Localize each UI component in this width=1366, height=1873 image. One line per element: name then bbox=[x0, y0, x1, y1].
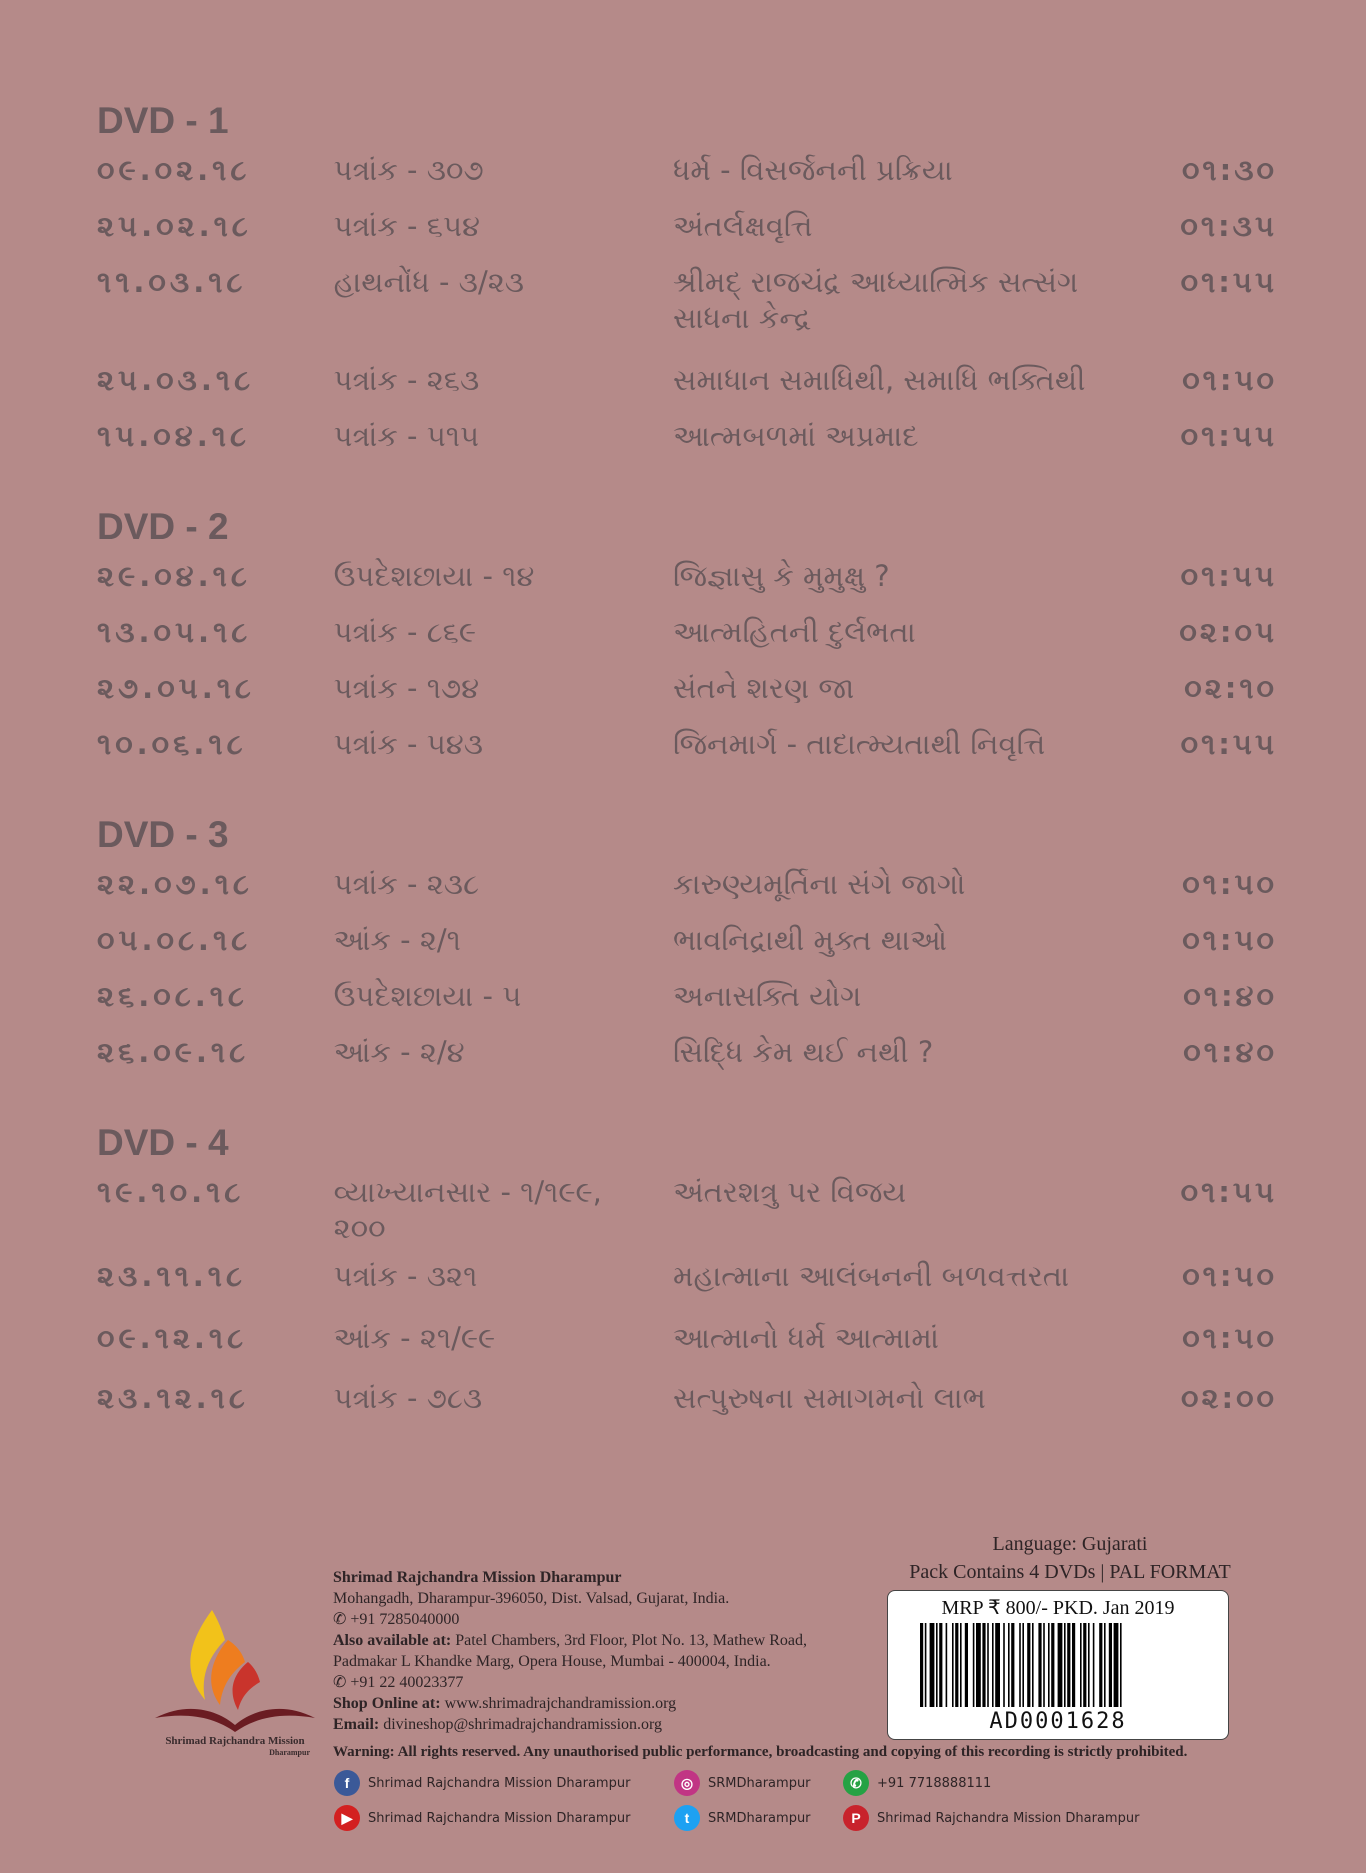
barcode-bar bbox=[1032, 1623, 1034, 1707]
barcode-bar bbox=[1019, 1623, 1021, 1707]
shop-link[interactable]: www.shrimadrajchandramission.org bbox=[444, 1695, 677, 1712]
dvd-track-list bbox=[97, 96, 1277, 1464]
barcode-bar bbox=[1088, 1623, 1090, 1707]
track-date: ૧૦.૦૬.૧૮ bbox=[97, 727, 247, 761]
track-duration: ૦૨:૧૦ bbox=[1184, 671, 1277, 705]
track-date: ૨૩.૧૨.૧૮ bbox=[97, 1381, 249, 1415]
instagram-icon: ◎ bbox=[674, 1770, 700, 1796]
barcode-bar bbox=[925, 1623, 927, 1707]
dvd-title: DVD - 3 bbox=[97, 814, 229, 855]
barcode-bar bbox=[1064, 1623, 1066, 1707]
track-row bbox=[97, 1320, 1277, 1380]
track-ref: પત્રાંક - ૩૨૧ bbox=[333, 1259, 478, 1293]
barcode-bar bbox=[987, 1623, 989, 1707]
track-date: ૨૭.૦૫.૧૮ bbox=[97, 671, 255, 705]
track-duration: ૦૧:૪૦ bbox=[1183, 979, 1277, 1013]
track-title: જિનમાર્ગ - તાદાત્મ્યતાથી નિવૃત્તિ bbox=[673, 727, 1046, 761]
track-title: અંતરશત્રુ પર વિજય bbox=[673, 1175, 907, 1209]
track-date: ૨૯.૦૪.૧૮ bbox=[97, 559, 251, 593]
track-ref: પત્રાંક - ૬૫૪ bbox=[333, 209, 481, 243]
phone-line-2 bbox=[333, 1672, 893, 1693]
track-duration: ૦૧:૫૫ bbox=[1180, 559, 1277, 593]
track-row bbox=[97, 264, 1277, 362]
track-row bbox=[97, 1380, 1277, 1436]
track-row bbox=[97, 152, 1277, 208]
track-row bbox=[97, 558, 1277, 614]
track-row bbox=[97, 1174, 1277, 1258]
address-line-1: Mohangadh, Dharampur-396050, Dist. Valsad, Gujarat, India. bbox=[333, 1590, 730, 1607]
track-ref: ઉપદેશછાયા - ૧૪ bbox=[333, 559, 535, 593]
email-link[interactable]: divineshop@shrimadrajchandramission.org bbox=[383, 1716, 663, 1733]
track-title: સિદ્ધિ કેમ થઈ નથી ? bbox=[673, 1035, 934, 1069]
barcode-bar bbox=[976, 1623, 981, 1707]
org-name: Shrimad Rajchandra Mission Dharampur bbox=[333, 1569, 622, 1586]
barcode-bar bbox=[1022, 1623, 1024, 1707]
track-date: ૨૨.૦૭.૧૮ bbox=[97, 867, 253, 901]
shop-line bbox=[333, 1693, 893, 1714]
barcode-bar bbox=[982, 1623, 985, 1707]
track-row bbox=[97, 1034, 1277, 1090]
dvd-title: DVD - 1 bbox=[97, 100, 229, 141]
track-date: ૧૩.૦૫.૧૮ bbox=[97, 615, 252, 649]
social-twitter[interactable] bbox=[674, 1805, 811, 1831]
track-duration: ૦૧:૫૫ bbox=[1180, 419, 1277, 453]
email-line bbox=[333, 1714, 893, 1735]
also-available-line bbox=[333, 1630, 893, 1651]
barcode-bar bbox=[960, 1623, 962, 1707]
track-row bbox=[97, 866, 1277, 922]
track-ref: આંક - ૨૧/૯૯ bbox=[333, 1321, 496, 1355]
track-title: અંતર્લક્ષવૃત્તિ bbox=[673, 209, 813, 243]
barcode-bar bbox=[1051, 1623, 1054, 1707]
track-ref: પત્રાંક - ૧૭૪ bbox=[333, 671, 480, 705]
track-row bbox=[97, 418, 1277, 474]
address-line-3: Padmakar L Khandke Marg, Opera House, Mumbai - 400004, India. bbox=[333, 1653, 771, 1670]
track-row bbox=[97, 670, 1277, 726]
barcode-bar bbox=[1114, 1623, 1119, 1707]
track-ref: પત્રાંક - ૫૪૩ bbox=[333, 727, 484, 761]
track-duration: ૦૨:૦૫ bbox=[1179, 615, 1277, 649]
track-row bbox=[97, 1258, 1277, 1320]
barcode-icon bbox=[920, 1623, 1196, 1707]
track-date: ૨૩.૧૧.૧૮ bbox=[97, 1259, 246, 1293]
track-title: કારુણ્યમૂર્તિના સંગે જાગો bbox=[673, 867, 966, 901]
barcode-bar bbox=[952, 1623, 954, 1707]
logo-caption bbox=[150, 1735, 320, 1759]
track-date: ૦૯.૧૨.૧૮ bbox=[97, 1321, 248, 1355]
address-block bbox=[333, 1567, 893, 1735]
barcode-bar bbox=[1003, 1623, 1005, 1707]
barcode-bar bbox=[965, 1623, 968, 1707]
track-row bbox=[97, 362, 1277, 418]
track-title: સત્પુરુષના સમાગમનો લાભ bbox=[673, 1381, 986, 1415]
track-ref: પત્રાંક - ૨૩૮ bbox=[333, 867, 480, 901]
twitter-icon: t bbox=[674, 1805, 700, 1831]
dvd-block-4 bbox=[97, 1118, 1277, 1436]
mrp-text: MRP ₹ 800/- PKD. Jan 2019 bbox=[941, 1597, 1175, 1619]
barcode-bar bbox=[1093, 1623, 1095, 1707]
barcode-bar bbox=[1048, 1623, 1050, 1707]
barcode-bar bbox=[1109, 1623, 1112, 1707]
address-line-2: Patel Chambers, 3rd Floor, Plot No. 13, Mathew Road, bbox=[455, 1632, 807, 1649]
track-row bbox=[97, 726, 1277, 782]
facebook-icon: f bbox=[334, 1770, 360, 1796]
social-youtube[interactable] bbox=[334, 1805, 630, 1831]
track-date: ૨૫.૦૩.૧૮ bbox=[97, 363, 255, 397]
whatsapp-icon: ✆ bbox=[843, 1770, 869, 1796]
email-label: Email: bbox=[333, 1716, 380, 1733]
track-date: ૨૬.૦૯.૧૮ bbox=[97, 1035, 250, 1069]
track-date: ૦૫.૦૮.૧૮ bbox=[97, 923, 252, 957]
phone-icon: ✆ bbox=[333, 1611, 351, 1628]
social-pinterest[interactable] bbox=[843, 1805, 1139, 1831]
track-ref: વ્યાખ્યાનસાર - ૧/૧૯૯, ૨૦૦ bbox=[333, 1175, 602, 1245]
social-whatsapp[interactable] bbox=[843, 1770, 991, 1796]
track-ref: પત્રાંક - ૭૮૩ bbox=[333, 1381, 483, 1415]
social-instagram[interactable] bbox=[674, 1770, 811, 1796]
barcode-bar bbox=[1104, 1623, 1106, 1707]
dvd-block-3 bbox=[97, 810, 1277, 1090]
track-duration: ૦૧:૫૫ bbox=[1180, 265, 1277, 299]
social-label: SRMDharampur bbox=[708, 1775, 811, 1791]
logo-caption-sub: Dharampur bbox=[269, 1748, 310, 1757]
track-row bbox=[97, 978, 1277, 1034]
track-duration: ૦૧:૫૦ bbox=[1182, 1259, 1277, 1293]
youtube-icon: ▶ bbox=[334, 1805, 360, 1831]
dvd-block-2 bbox=[97, 502, 1277, 782]
barcode-bar bbox=[1027, 1623, 1030, 1707]
barcode-bar bbox=[973, 1623, 975, 1707]
track-ref: આંક - ૨/૧ bbox=[333, 923, 461, 957]
track-title: આત્મબળમાં અપ્રમાદ bbox=[673, 419, 919, 453]
social-label: Shrimad Rajchandra Mission Dharampur bbox=[368, 1810, 631, 1826]
barcode-bar bbox=[992, 1623, 994, 1707]
barcode-bar bbox=[936, 1623, 938, 1707]
barcode-label bbox=[887, 1590, 1229, 1740]
track-duration: ૦૧:૫૦ bbox=[1182, 923, 1277, 957]
also-available-label: Also available at: bbox=[333, 1632, 452, 1649]
dvd-title: DVD - 2 bbox=[97, 506, 229, 547]
track-title: જિજ્ઞાસુ કે મુમુક્ષુ ? bbox=[673, 559, 890, 593]
shop-label: Shop Online at: bbox=[333, 1695, 441, 1712]
track-ref: આંક - ૨/૪ bbox=[333, 1035, 465, 1069]
dvd-block-1 bbox=[97, 96, 1277, 474]
social-label: +91 7718888111 bbox=[877, 1775, 992, 1791]
barcode-bar bbox=[1099, 1623, 1102, 1707]
track-date: ૦૯.૦૨.૧૮ bbox=[97, 153, 251, 187]
track-date: ૨૫.૦૨.૧૮ bbox=[97, 209, 252, 243]
barcode-bar bbox=[995, 1623, 1000, 1707]
track-date: ૧૫.૦૪.૧૮ bbox=[97, 419, 250, 453]
social-facebook[interactable] bbox=[334, 1770, 630, 1796]
track-ref: પત્રાંક - ૩૦૭ bbox=[333, 153, 484, 187]
barcode-bar bbox=[1058, 1623, 1063, 1707]
track-title: ધર્મ - વિસર્જનની પ્રક્રિયા bbox=[673, 153, 953, 187]
track-date: ૧૯.૧૦.૧૮ bbox=[97, 1175, 245, 1209]
track-title: સંતને શરણ જા bbox=[673, 671, 855, 705]
social-label: SRMDharampur bbox=[708, 1810, 811, 1826]
pack-text: Pack Contains 4 DVDs | PAL FORMAT bbox=[909, 1561, 1231, 1583]
track-ref: ઉપદેશછાયા - ૫ bbox=[333, 979, 522, 1013]
track-duration: ૦૨:૦૦ bbox=[1181, 1381, 1277, 1415]
track-ref: પત્રાંક - ૫૧૫ bbox=[333, 419, 480, 453]
track-ref: હાથનોંધ - ૩/૨૩ bbox=[333, 265, 525, 299]
track-ref: પત્રાંક - ૨૬૩ bbox=[333, 363, 480, 397]
barcode-bar bbox=[1083, 1623, 1086, 1707]
track-date: ૨૬.૦૮.૧૮ bbox=[97, 979, 248, 1013]
barcode-bar bbox=[930, 1623, 935, 1707]
track-duration: ૦૧:૩૦ bbox=[1181, 153, 1277, 187]
track-title: સમાધાન સમાધિથી, સમાધિ ભક્તિથી bbox=[673, 363, 1086, 397]
track-duration: ૦૧:૫૫ bbox=[1180, 727, 1277, 761]
barcode-bar bbox=[946, 1623, 948, 1707]
barcode-bar bbox=[1008, 1623, 1010, 1707]
phone-icon: ✆ bbox=[333, 1674, 351, 1691]
track-date: ૧૧.૦૩.૧૮ bbox=[97, 265, 247, 299]
barcode-bar bbox=[1043, 1623, 1045, 1707]
track-row bbox=[97, 922, 1277, 978]
track-title: આત્માનો ધર્મ આત્મામાં bbox=[673, 1321, 939, 1355]
track-duration: ૦૧:૫૦ bbox=[1182, 363, 1277, 397]
track-row bbox=[97, 614, 1277, 670]
mission-logo-icon bbox=[150, 1600, 320, 1735]
track-duration: ૦૧:૩૫ bbox=[1180, 209, 1277, 243]
barcode-bar bbox=[939, 1623, 942, 1707]
track-duration: ૦૧:૫૦ bbox=[1182, 1321, 1277, 1355]
copyright-warning: Warning: All rights reserved. Any unauthorised public performance, broadcasting and copying of this recording is strictly prohibited. bbox=[333, 1744, 1188, 1760]
dvd-title: DVD - 4 bbox=[97, 1122, 229, 1163]
track-duration: ૦૧:૫૫ bbox=[1180, 1175, 1277, 1209]
track-duration: ૦૧:૪૦ bbox=[1183, 1035, 1277, 1069]
track-title: મહાત્માના આલંબનની બળવત્તરતા bbox=[673, 1259, 1070, 1293]
language-info bbox=[870, 1530, 1270, 1586]
barcode-number: AD0001628 bbox=[989, 1709, 1127, 1734]
phone-2: +91 22 40023377 bbox=[350, 1674, 464, 1691]
pinterest-icon: P bbox=[843, 1805, 869, 1831]
logo-caption-name: Shrimad Rajchandra Mission bbox=[165, 1735, 305, 1747]
barcode-bar bbox=[1067, 1623, 1070, 1707]
social-label: Shrimad Rajchandra Mission Dharampur bbox=[877, 1810, 1140, 1826]
phone-1: +91 7285040000 bbox=[350, 1611, 460, 1628]
phone-line-1 bbox=[333, 1609, 893, 1630]
barcode-bar bbox=[1072, 1623, 1075, 1707]
track-title: શ્રીમદ્ રાજચંદ્ર આધ્યાત્મિક સત્સંગ સાધના કેન્દ્ર bbox=[672, 265, 1079, 335]
track-title: ભાવનિદ્રાથી મુક્ત થાઓ bbox=[673, 923, 947, 957]
barcode-bar bbox=[1038, 1623, 1041, 1707]
barcode-bar bbox=[1080, 1623, 1082, 1707]
language-text: Language: Gujarati bbox=[992, 1533, 1148, 1555]
social-label: Shrimad Rajchandra Mission Dharampur bbox=[368, 1775, 631, 1791]
track-ref: પત્રાંક - ૮૬૯ bbox=[333, 615, 477, 649]
track-title: અનાસક્તિ યોગ bbox=[673, 979, 862, 1013]
barcode-bar bbox=[920, 1623, 923, 1707]
track-row bbox=[97, 208, 1277, 264]
barcode-bar bbox=[1120, 1623, 1122, 1707]
track-title: આત્મહિતની દુર્લભતા bbox=[673, 615, 916, 649]
barcode-bar bbox=[955, 1623, 958, 1707]
track-duration: ૦૧:૫૦ bbox=[1182, 867, 1277, 901]
barcode-bar bbox=[1011, 1623, 1014, 1707]
